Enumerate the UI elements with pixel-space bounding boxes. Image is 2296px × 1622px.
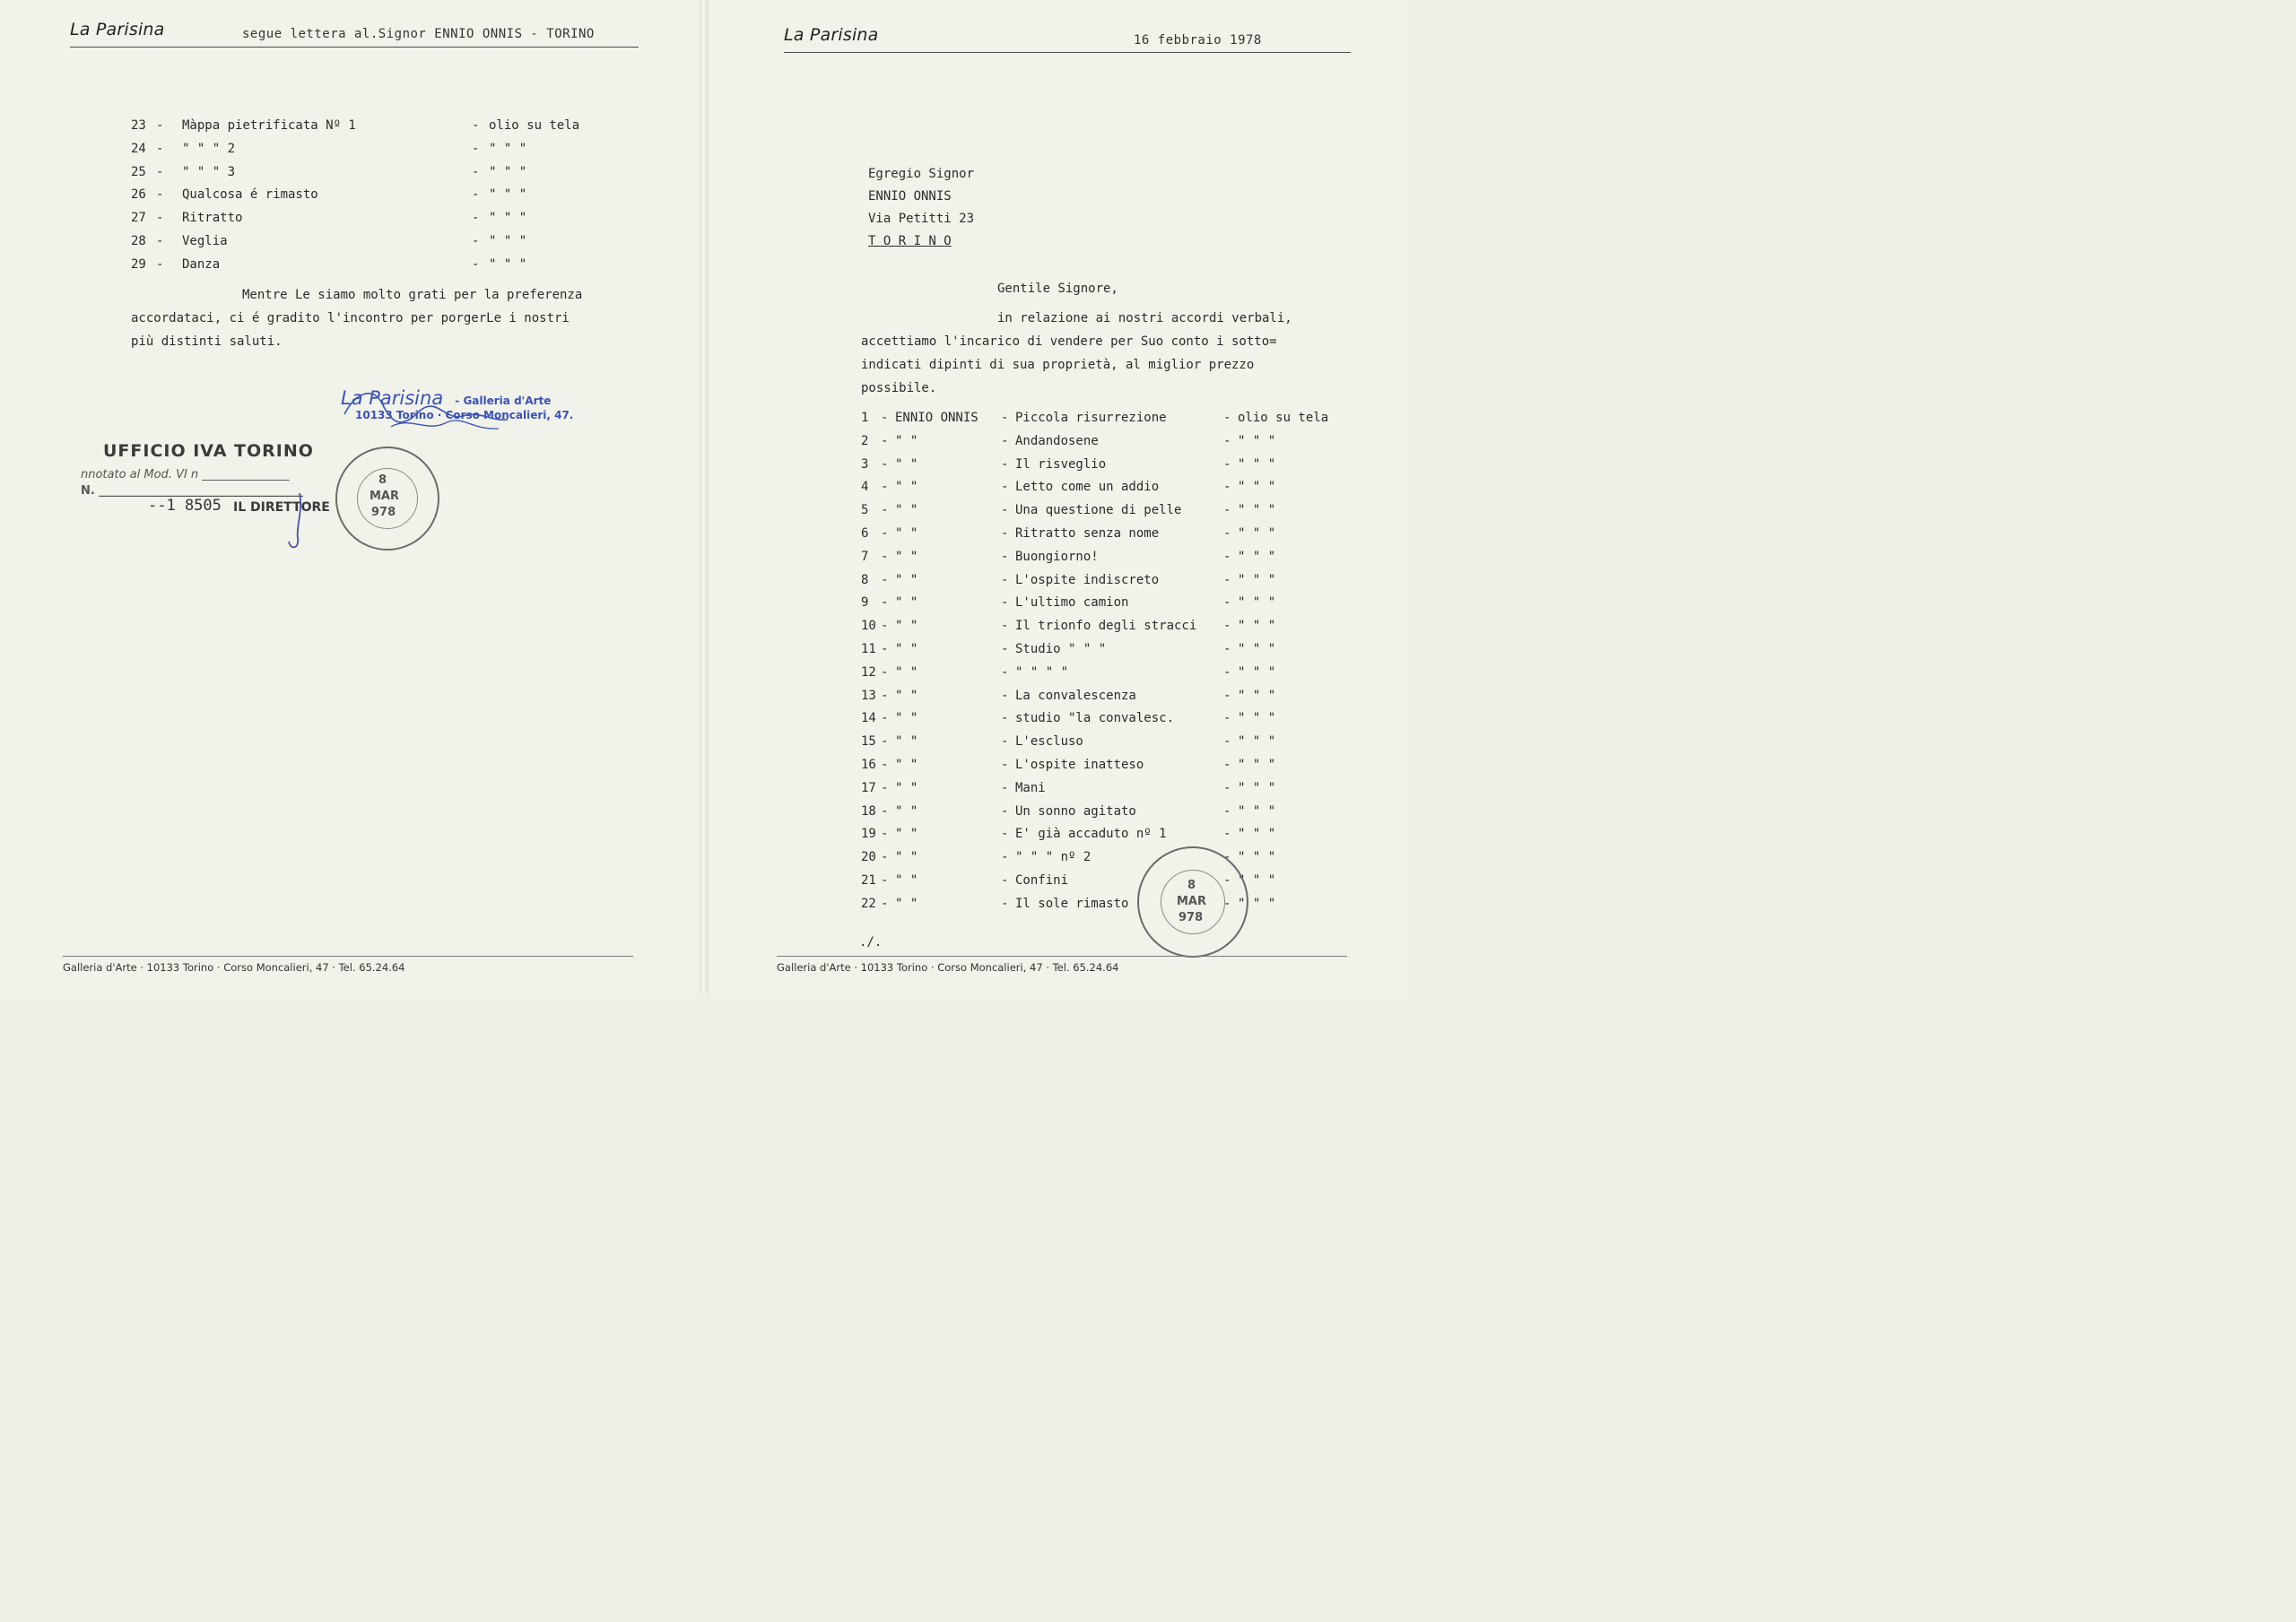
item-title: Qualcosa é rimasto <box>182 187 318 203</box>
item-dash: - <box>881 549 889 564</box>
left-page <box>0 0 700 993</box>
item-number: 18 <box>861 803 876 819</box>
item-medium: " " " <box>1238 572 1276 587</box>
item-dash: - <box>156 118 164 133</box>
item-dash: - <box>156 211 164 226</box>
item-dash: - <box>1001 758 1009 772</box>
item-artist: " " <box>895 480 918 495</box>
postmark-year: 978 <box>371 506 396 519</box>
item-dash: - <box>1223 827 1231 842</box>
recipient-line: Egregio Signor <box>868 167 975 181</box>
item-artist: " " <box>895 688 918 703</box>
item-medium: " " " <box>1238 734 1276 750</box>
gallery-stamp-type: - Galleria d'Arte <box>455 395 552 407</box>
recipient-line: ENNIO ONNIS <box>868 189 952 204</box>
item-number: 28 <box>131 234 146 248</box>
footer-rule <box>777 956 1347 957</box>
item-dash: - <box>1001 595 1009 611</box>
item-title: Ritratto <box>182 211 243 226</box>
item-dash: - <box>1001 503 1009 518</box>
item-dash: - <box>1223 850 1231 865</box>
item-dash: - <box>881 411 889 425</box>
item-number: 7 <box>861 549 869 564</box>
list-item <box>861 640 1363 658</box>
item-dash: - <box>881 688 889 703</box>
list-item <box>861 501 1363 519</box>
item-medium: " " " <box>489 164 527 179</box>
item-number: 11 <box>861 642 876 656</box>
item-dash: - <box>881 526 889 541</box>
page-footer: Galleria d'Arte · 10133 Torino · Corso Moncalieri, 47 · Tel. 65.24.64 <box>63 961 405 974</box>
item-dash: - <box>1223 780 1231 795</box>
item-medium: " " " <box>489 256 527 272</box>
item-dash: - <box>1001 456 1009 472</box>
body-line: in relazione ai nostri accordi verbali, <box>997 311 1292 325</box>
item-number: 27 <box>131 211 146 226</box>
item-title: Studio " " " <box>1015 642 1107 656</box>
item-medium: " " " <box>1238 595 1276 611</box>
list-item <box>861 872 1363 889</box>
item-title: E' già accaduto nº 1 <box>1015 827 1167 842</box>
item-number: 22 <box>861 896 876 911</box>
item-dash: - <box>881 711 889 726</box>
item-dash: - <box>156 187 164 203</box>
list-item <box>861 709 1363 727</box>
closing-line: più distinti saluti. <box>131 334 283 349</box>
list-item <box>861 548 1363 566</box>
list-item <box>861 432 1363 450</box>
item-dash: - <box>1223 433 1231 448</box>
item-artist: " " <box>895 896 918 911</box>
item-title: L'ospite inatteso <box>1015 758 1144 772</box>
list-item <box>861 687 1363 705</box>
item-number: 20 <box>861 850 876 865</box>
list-item <box>131 209 615 227</box>
list-item <box>131 163 615 181</box>
postmark-year: 978 <box>1178 911 1204 924</box>
item-medium: " " " <box>1238 480 1276 495</box>
item-dash: - <box>156 141 164 156</box>
item-dash: - <box>881 827 889 842</box>
item-number: 4 <box>861 480 869 495</box>
item-title: Una questione di pelle <box>1015 503 1182 518</box>
item-medium: olio su tela <box>489 118 580 133</box>
item-dash: - <box>1223 642 1231 656</box>
item-dash: - <box>472 141 480 156</box>
item-dash: - <box>1001 873 1009 888</box>
item-title: Il risveglio <box>1015 456 1107 472</box>
item-medium: " " " <box>1238 896 1276 911</box>
item-dash: - <box>1001 619 1009 634</box>
brand-logo: La Parisina <box>70 20 165 39</box>
item-dash: - <box>881 873 889 888</box>
item-artist: " " <box>895 595 918 611</box>
list-item <box>131 140 615 158</box>
iva-stamp-role: IL DIRETTORE <box>233 500 330 515</box>
item-dash: - <box>881 758 889 772</box>
recipient-city: T O R I N O <box>868 234 952 248</box>
item-medium: " " " <box>489 234 527 248</box>
item-medium: " " " <box>1238 456 1276 472</box>
item-medium: " " " <box>489 211 527 226</box>
item-medium: " " " <box>1238 780 1276 795</box>
list-item <box>861 664 1363 681</box>
item-title: Buongiorno! <box>1015 549 1099 564</box>
item-dash: - <box>1001 480 1009 495</box>
item-artist: " " <box>895 549 918 564</box>
item-title: Mani <box>1015 780 1046 795</box>
item-dash: - <box>881 850 889 865</box>
item-dash: - <box>1223 664 1231 680</box>
list-item <box>861 525 1363 542</box>
item-title: Danza <box>182 256 221 272</box>
item-medium: " " " <box>1238 526 1276 541</box>
item-dash: - <box>472 118 480 133</box>
item-dash: - <box>881 433 889 448</box>
item-dash: - <box>1223 595 1231 611</box>
item-dash: - <box>1001 780 1009 795</box>
item-dash: - <box>1223 549 1231 564</box>
item-title: Letto come un addio <box>1015 480 1160 495</box>
item-number: 1 <box>861 411 869 425</box>
item-dash: - <box>1001 642 1009 656</box>
item-dash: - <box>1223 758 1231 772</box>
director-signature <box>283 491 310 554</box>
item-artist: ENNIO ONNIS <box>895 411 978 425</box>
brand-logo: La Parisina <box>784 25 879 45</box>
item-dash: - <box>881 619 889 634</box>
item-number: 15 <box>861 734 876 750</box>
list-item <box>131 186 615 204</box>
item-number: 2 <box>861 433 869 448</box>
item-dash: - <box>881 572 889 587</box>
closing-line: Mentre Le siamo molto grati per la preferenza <box>242 288 583 302</box>
item-number: 13 <box>861 688 876 703</box>
item-medium: " " " <box>1238 803 1276 819</box>
item-artist: " " <box>895 664 918 680</box>
item-dash: - <box>472 164 480 179</box>
list-item <box>131 256 615 273</box>
item-medium: " " " <box>1238 549 1276 564</box>
item-dash: - <box>881 595 889 611</box>
item-dash: - <box>1001 411 1009 425</box>
list-item <box>131 232 615 250</box>
item-artist: " " <box>895 873 918 888</box>
postmark-month: MAR <box>1177 895 1207 908</box>
item-medium: " " " <box>1238 433 1276 448</box>
item-dash: - <box>1001 896 1009 911</box>
item-number: 12 <box>861 664 876 680</box>
item-dash: - <box>472 211 480 226</box>
list-item <box>131 117 615 134</box>
list-item <box>861 825 1363 843</box>
item-dash: - <box>1223 411 1231 425</box>
item-title: Un sonno agitato <box>1015 803 1136 819</box>
list-item <box>861 733 1363 750</box>
iva-stamp-line: nnotato al Mod. VI n _______________ <box>81 468 290 481</box>
item-dash: - <box>472 234 480 248</box>
item-title: " " " 2 <box>182 141 236 156</box>
item-artist: " " <box>895 433 918 448</box>
closing-line: accordataci, ci é gradito l'incontro per porgerLe i nostri <box>131 311 570 325</box>
item-title: Ritratto senza nome <box>1015 526 1160 541</box>
list-item <box>861 848 1363 866</box>
item-number: 14 <box>861 711 876 726</box>
item-dash: - <box>1001 711 1009 726</box>
item-dash: - <box>156 164 164 179</box>
item-dash: - <box>1001 433 1009 448</box>
item-medium: " " " <box>1238 827 1276 842</box>
item-dash: - <box>1223 456 1231 472</box>
item-title: Il trionfo degli stracci <box>1015 619 1197 634</box>
item-dash: - <box>881 734 889 750</box>
iva-stamp-number: --1 8505 <box>148 497 222 515</box>
item-medium: " " " <box>489 187 527 203</box>
item-dash: - <box>881 642 889 656</box>
item-medium: " " " <box>1238 758 1276 772</box>
item-dash: - <box>472 187 480 203</box>
item-title: " " " nº 2 <box>1015 850 1091 865</box>
page-header: segue lettera al.Signor ENNIO ONNIS - TORINO <box>242 27 595 41</box>
item-dash: - <box>1001 664 1009 680</box>
item-dash: - <box>881 664 889 680</box>
item-dash: - <box>1001 549 1009 564</box>
item-number: 16 <box>861 758 876 772</box>
item-number: 17 <box>861 780 876 795</box>
item-medium: " " " <box>1238 688 1276 703</box>
item-title: Piccola risurrezione <box>1015 411 1167 425</box>
item-title: Andandosene <box>1015 433 1099 448</box>
item-number: 6 <box>861 526 869 541</box>
item-title: L'ultimo camion <box>1015 595 1129 611</box>
item-dash: - <box>1223 734 1231 750</box>
iva-stamp-line: N. ___________________________________ <box>81 484 303 498</box>
page-footer: Galleria d'Arte · 10133 Torino · Corso Moncalieri, 47 · Tel. 65.24.64 <box>777 961 1119 974</box>
item-medium: " " " <box>1238 873 1276 888</box>
item-medium: " " " <box>1238 664 1276 680</box>
item-dash: - <box>1223 480 1231 495</box>
item-dash: - <box>1001 734 1009 750</box>
item-medium: " " " <box>1238 711 1276 726</box>
item-dash: - <box>1223 526 1231 541</box>
list-item <box>861 617 1363 635</box>
item-number: 8 <box>861 572 869 587</box>
body-line: indicati dipinti di sua proprietà, al miglior prezzo <box>861 358 1255 372</box>
item-number: 3 <box>861 456 869 472</box>
item-title: " " " " <box>1015 664 1069 680</box>
item-artist: " " <box>895 526 918 541</box>
postmark-stamp <box>1137 846 1248 958</box>
item-artist: " " <box>895 803 918 819</box>
item-number: 5 <box>861 503 869 518</box>
item-dash: - <box>1001 850 1009 865</box>
item-number: 21 <box>861 873 876 888</box>
item-dash: - <box>881 503 889 518</box>
item-dash: - <box>881 780 889 795</box>
item-artist: " " <box>895 827 918 842</box>
gallery-stamp-address: 10133 Torino · Corso Moncalieri, 47. <box>355 409 574 421</box>
item-dash: - <box>881 480 889 495</box>
item-dash: - <box>1001 803 1009 819</box>
item-artist: " " <box>895 758 918 772</box>
item-medium: olio su tela <box>1238 411 1329 425</box>
item-number: 10 <box>861 619 876 634</box>
list-item <box>861 478 1363 496</box>
item-dash: - <box>1223 619 1231 634</box>
item-title: L'ospite indiscreto <box>1015 572 1160 587</box>
list-item <box>861 779 1363 797</box>
item-title: L'escluso <box>1015 734 1083 750</box>
page-fold <box>700 0 709 993</box>
iva-stamp-title: UFFICIO IVA TORINO <box>103 441 314 461</box>
item-artist: " " <box>895 572 918 587</box>
item-medium: " " " <box>1238 642 1276 656</box>
gallery-stamp-name: La Parisina <box>341 387 444 409</box>
item-title: Confini <box>1015 873 1069 888</box>
header-rule <box>784 52 1351 53</box>
body-line: accettiamo l'incarico di vendere per Suo conto i sotto= <box>861 334 1277 349</box>
postmark-day: 8 <box>1187 879 1196 892</box>
item-medium: " " " <box>489 141 527 156</box>
item-artist: " " <box>895 642 918 656</box>
item-title: Il sole rimasto <box>1015 896 1129 911</box>
list-item <box>861 756 1363 774</box>
item-artist: " " <box>895 850 918 865</box>
item-artist: " " <box>895 780 918 795</box>
list-item <box>861 571 1363 589</box>
item-medium: " " " <box>1238 850 1276 865</box>
body-line: possibile. <box>861 381 937 395</box>
item-title: Màppa pietrificata Nº 1 <box>182 118 356 133</box>
item-title: " " " 3 <box>182 164 236 179</box>
postmark-day: 8 <box>378 473 387 487</box>
item-dash: - <box>1001 526 1009 541</box>
footer-rule <box>63 956 633 957</box>
item-dash: - <box>1223 711 1231 726</box>
recipient-line: Via Petitti 23 <box>868 212 975 226</box>
item-number: 26 <box>131 187 146 203</box>
continuation-mark: ./. <box>859 935 883 950</box>
postmark-month: MAR <box>370 490 400 503</box>
list-item <box>861 455 1363 473</box>
item-artist: " " <box>895 503 918 518</box>
item-number: 29 <box>131 256 146 272</box>
item-medium: " " " <box>1238 503 1276 518</box>
item-dash: - <box>1223 803 1231 819</box>
list-item <box>861 802 1363 820</box>
item-dash: - <box>881 803 889 819</box>
item-artist: " " <box>895 711 918 726</box>
item-dash: - <box>156 234 164 248</box>
list-item <box>861 594 1363 612</box>
gallery-signature <box>337 377 517 448</box>
item-number: 9 <box>861 595 869 611</box>
item-dash: - <box>881 896 889 911</box>
item-dash: - <box>156 256 164 272</box>
item-number: 23 <box>131 118 146 133</box>
item-dash: - <box>881 456 889 472</box>
item-dash: - <box>472 256 480 272</box>
letter-date: 16 febbraio 1978 <box>1134 33 1262 48</box>
list-item <box>861 409 1363 427</box>
item-dash: - <box>1001 827 1009 842</box>
item-number: 19 <box>861 827 876 842</box>
salutation: Gentile Signore, <box>997 282 1118 296</box>
header-rule <box>70 47 639 48</box>
list-item <box>861 895 1363 913</box>
item-dash: - <box>1223 572 1231 587</box>
item-title: La convalescenza <box>1015 688 1136 703</box>
item-dash: - <box>1001 572 1009 587</box>
item-medium: " " " <box>1238 619 1276 634</box>
item-title: Veglia <box>182 234 228 248</box>
item-number: 25 <box>131 164 146 179</box>
item-dash: - <box>1223 873 1231 888</box>
item-dash: - <box>1223 896 1231 911</box>
item-dash: - <box>1001 688 1009 703</box>
item-dash: - <box>1223 688 1231 703</box>
item-artist: " " <box>895 619 918 634</box>
item-title: studio "la convalesc. <box>1015 711 1175 726</box>
postmark-stamp <box>335 447 439 551</box>
item-number: 24 <box>131 141 146 156</box>
item-dash: - <box>1223 503 1231 518</box>
item-artist: " " <box>895 456 918 472</box>
item-artist: " " <box>895 734 918 750</box>
right-page <box>709 0 1406 993</box>
